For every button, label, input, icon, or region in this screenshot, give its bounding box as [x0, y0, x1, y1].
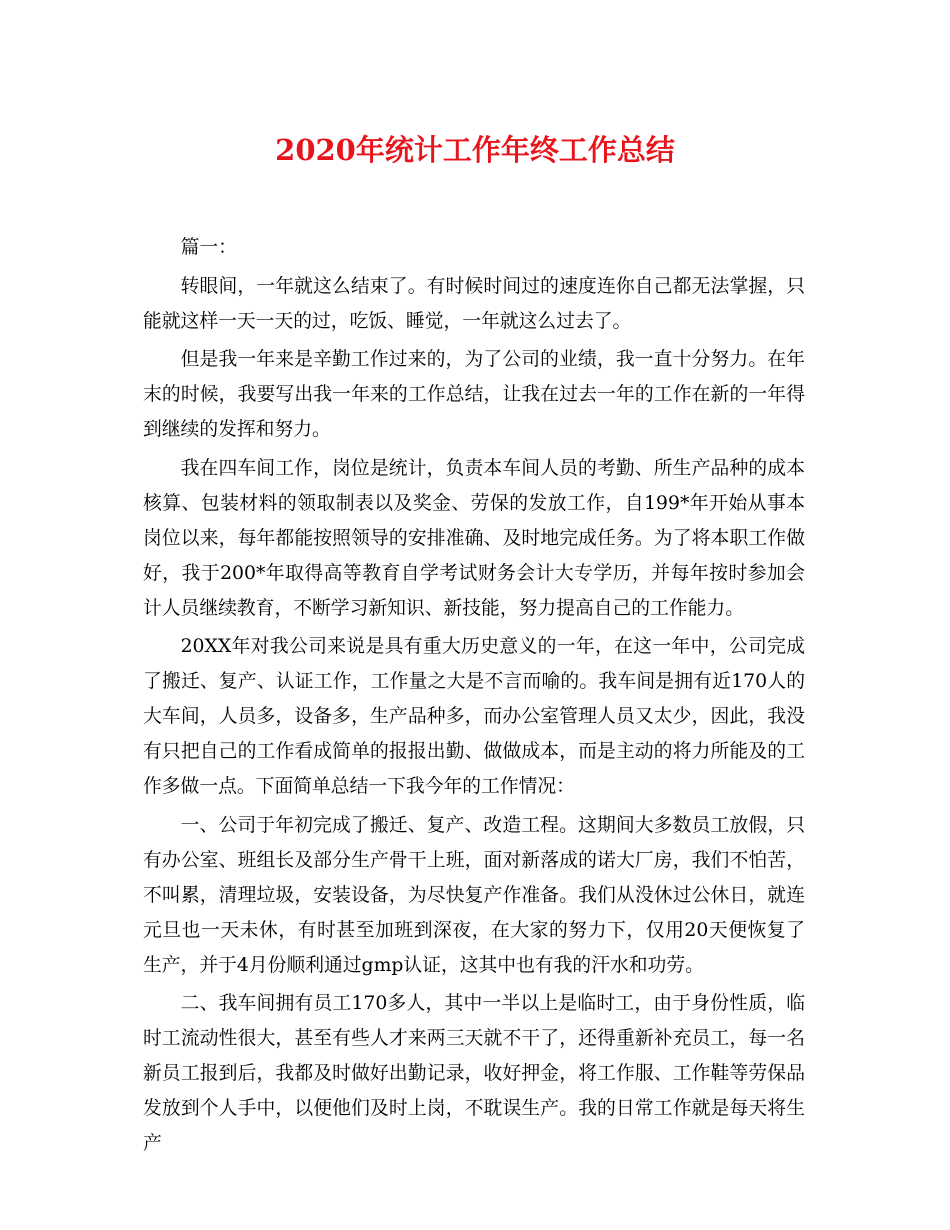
document-body — [143, 230, 805, 1165]
paragraph: 我在四车间工作，岗位是统计，负责本车间人员的考勤、所生产品种的成本核算、包装材料的领取制表以及奖金、劳保的发放工作，自199*年开始从事本岗位以来，每年都能按照领导的安排准确、及时地完成任务。为了将本职工作做好，我于200*年取得高等教育自学考试财务会计大专学历，并每年按时参加会计人员继续教育，不断学习新知识、新技能，努力提高自己的工作能力。 — [143, 457, 805, 619]
document-title: 2020年统计工作年终工作总结 — [275, 133, 675, 167]
paragraph: 20XX年对我公司来说是具有重大历史意义的一年，在这一年中，公司完成了搬迁、复产、认证工作，工作量之大是不言而喻的。我车间是拥有近170人的大车间，人员多，设备多，生产品种多，而办公室管理人员又太少，因此，我没有只把自己的工作看成简单的报报出勤、做做成本，而是主动的将力所能及的工作多做一点。下面简单总结一下我今年的工作情况： — [143, 636, 805, 797]
paragraph: 篇一： — [180, 237, 237, 258]
paragraph: 但是我一年来是辛勤工作过来的，为了公司的业绩，我一直十分努力。在年末的时候，我要写出我一年来的工作总结，让我在过去一年的工作在新的一年得到继续的发挥和努力。 — [143, 349, 805, 440]
paragraph: 一、公司于年初完成了搬迁、复产、改造工程。这期间大多数员工放假，只有办公室、班组长及部分生产骨干上班，面对新落成的诺大厂房，我们不怕苦，不叫累，清理垃圾，安装设备，为尽快复产作准备。我们从没休过公休日，就连元旦也一天未休，有时甚至加班到深夜，在大家的努力下，仅用20天便恢复了生产，并于4月份顺利通过gmp认证，这其中也有我的汗水和功劳。 — [143, 814, 805, 976]
paragraph: 二、我车间拥有员工170多人，其中一半以上是临时工，由于身份性质，临时工流动性很大，甚至有些人才来两三天就不干了，还得重新补充员工，每一名新员工报到后，我都及时做好出勤记录，收好押金，将工作服、工作鞋等劳保品发放到个人手中，以便他们及时上岗，不耽误生产。我的日常工作就是每天将生产 — [143, 993, 805, 1154]
paragraph: 转眼间，一年就这么结束了。有时候时间过的速度连你自己都无法掌握，只能就这样一天一天的过，吃饭、睡觉，一年就这么过去了。 — [143, 275, 805, 332]
